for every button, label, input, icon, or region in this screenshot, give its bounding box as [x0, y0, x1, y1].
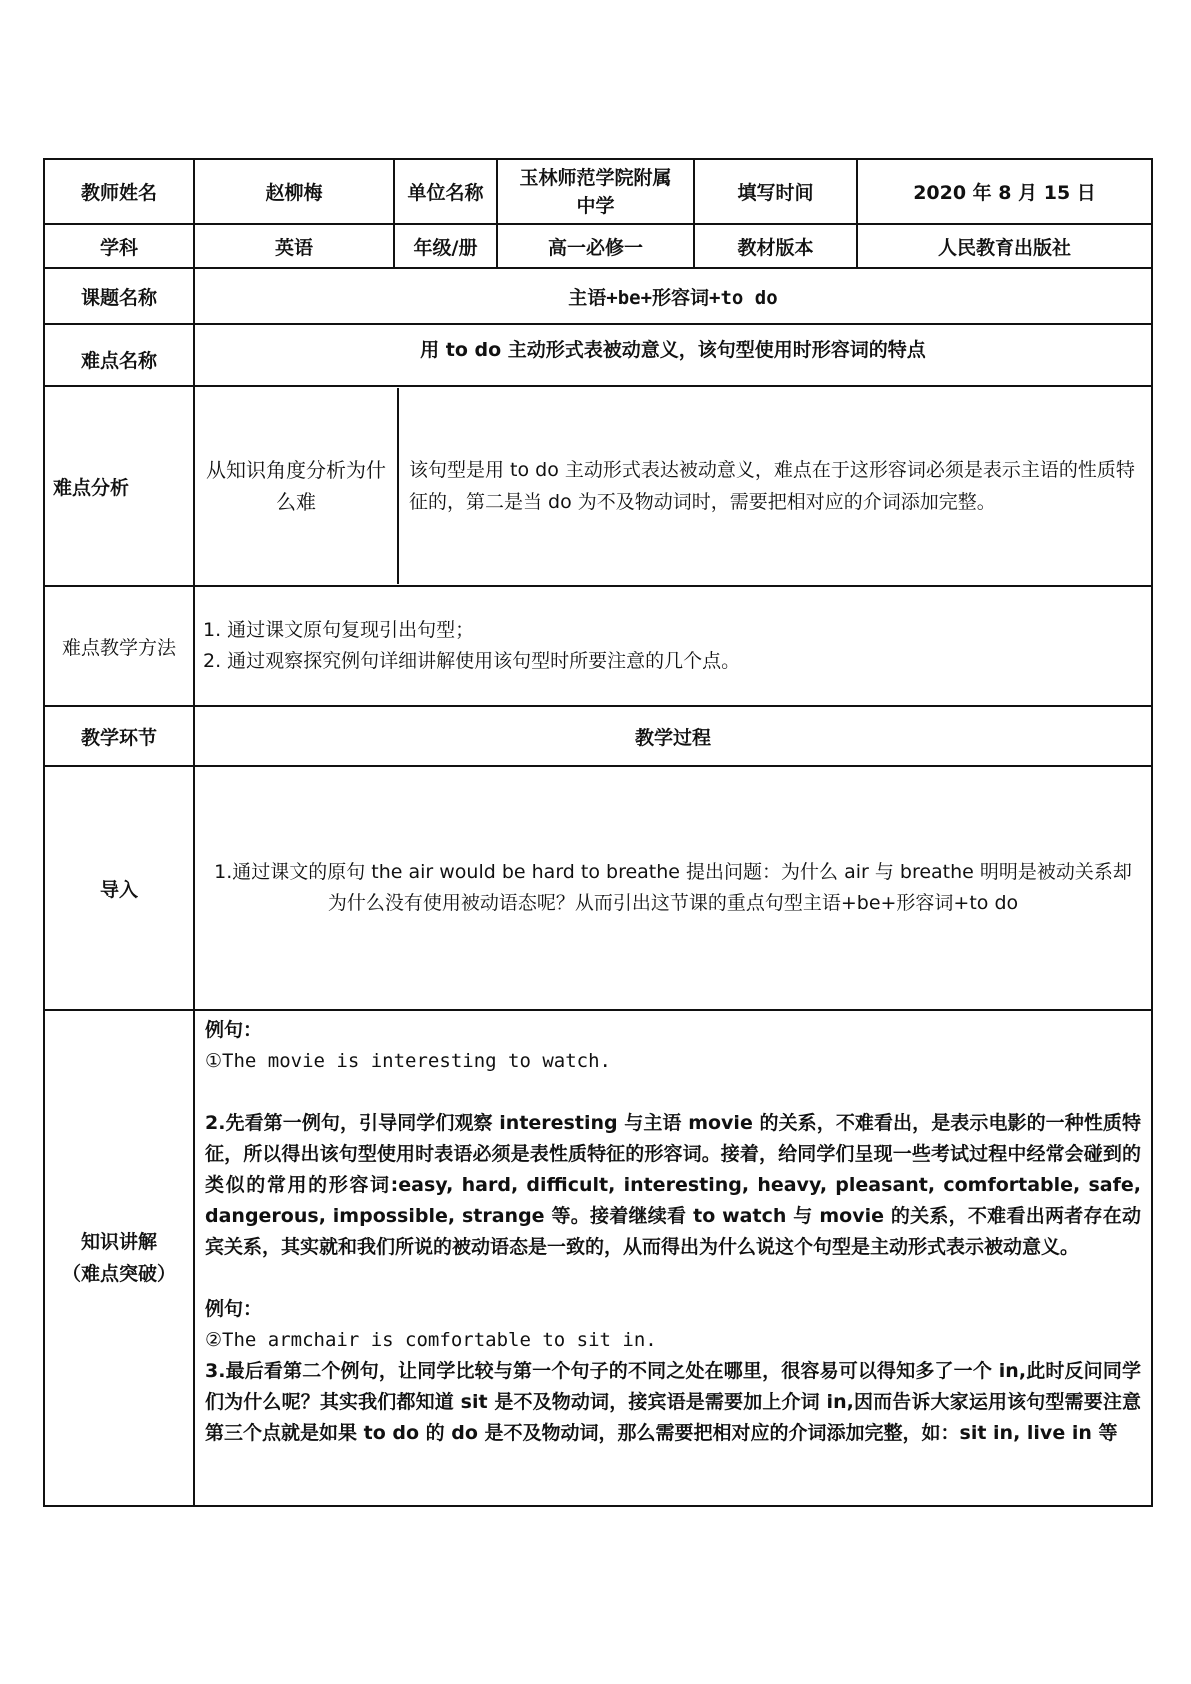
intro-label: 导入: [44, 766, 194, 1010]
analysis-cell: [194, 386, 1152, 586]
analysis-text: 该句型是用 to do 主动形式表达被动意义，难点在于这形容词必须是表示主语的性质特征的，第二是当 do 为不及物动词时，需要把相对应的介词添加完整。: [409, 459, 1135, 513]
row-knowledge: [44, 1010, 1152, 1506]
grade-label: 年级/册: [394, 224, 497, 268]
process-label: 教学过程: [194, 706, 1152, 766]
example2-title: 例句：: [205, 1298, 263, 1320]
unit-name-line1: 玉林师范学院附属: [519, 166, 672, 189]
unit-name-label: 单位名称: [394, 159, 497, 224]
row-intro: [44, 766, 1152, 1010]
knowledge-label-line1: 知识讲解: [80, 1231, 157, 1253]
topic-value: 主语+be+形容词+to do: [194, 268, 1152, 324]
lesson-plan-document: [43, 158, 1151, 1507]
knowledge-para-3: 3.最后看第二个例句，让同学比较与第一个句子的不同之处在哪里，很容易可以得知多了一个 in,此时反问同学们为什么呢？其实我们都知道 sit 是不及物动词，接宾语是需要加上介词 in,因而告诉大家运用该句型需要注意第三个点就是如果 to do 的 do 是不及物动词，那么需要把相对应的介词添加完整，如：sit in, live in 等: [205, 1360, 1141, 1444]
method-item-2: 2. 通过观察探究例句详细讲解使用该句型时所要注意的几个点。: [203, 650, 741, 672]
method-label: 难点教学方法: [44, 586, 194, 706]
teacher-name-label: 教师姓名: [44, 159, 194, 224]
example2-sentence: ②The armchair is comfortable to sit in.: [205, 1329, 657, 1351]
method-item-1: 1. 通过课文原句复现引出句型；: [203, 619, 475, 641]
stage-label: 教学环节: [44, 706, 194, 766]
row-subject-info: [44, 224, 1152, 268]
row-process-header: [44, 706, 1152, 766]
intro-text: 1.通过课文的原句 the air would be hard to breathe 提出问题：为什么 air 与 breathe 明明是被动关系却为什么没有使用被动语态呢？从而引出这节课的重点句型主语+be+形容词+to do: [194, 766, 1152, 1010]
grade-value: 高一必修一: [497, 224, 694, 268]
row-analysis: [44, 386, 1152, 586]
unit-name-value: [497, 159, 694, 224]
row-teacher-info: [44, 159, 1152, 224]
lesson-plan-table: [43, 158, 1153, 1507]
example1-title: 例句：: [205, 1019, 263, 1041]
knowledge-label-line2: （难点突破）: [61, 1263, 176, 1285]
subject-value: 英语: [194, 224, 394, 268]
knowledge-label: [44, 1010, 194, 1506]
unit-name-line2: 中学: [576, 194, 615, 217]
row-method: [44, 586, 1152, 706]
fill-date-value: 2020 年 8 月 15 日: [857, 159, 1152, 224]
fill-date-label: 填写时间: [694, 159, 857, 224]
edition-value: 人民教育出版社: [857, 224, 1152, 268]
row-topic: [44, 268, 1152, 324]
row-difficulty: [44, 324, 1152, 386]
analysis-label: 难点分析: [44, 386, 194, 586]
difficulty-label: 难点名称: [44, 324, 194, 386]
topic-label: 课题名称: [44, 268, 194, 324]
method-list: [194, 586, 1152, 706]
teacher-name-value: 赵柳梅: [194, 159, 394, 224]
knowledge-content: [194, 1010, 1152, 1506]
difficulty-value: 用 to do 主动形式表被动意义，该句型使用时形容词的特点: [194, 324, 1152, 386]
knowledge-para-2: 2.先看第一例句，引导同学们观察 interesting 与主语 movie 的关系，不难看出，是表示电影的一种性质特征，所以得出该句型使用时表语必须是表性质特征的形容词。接着，给同学们呈现一些考试过程中经常会碰到的类似的常用的形容词:easy, hard, difficult, interesting, heavy, pleasant, comfortable, safe, dangerous, impossible, strange 等。接着继续看 to watch 与 movie 的关系，不难看出两者存在动宾关系，其实就和我们所说的被动语态是一致的，从而得出为什么说这个句型是主动形式表示被动意义。: [205, 1112, 1141, 1258]
analysis-sub-label: 从知识角度分析为什么难: [195, 388, 399, 584]
edition-label: 教材版本: [694, 224, 857, 268]
subject-label: 学科: [44, 224, 194, 268]
example1-sentence: ①The movie is interesting to watch.: [205, 1050, 611, 1072]
